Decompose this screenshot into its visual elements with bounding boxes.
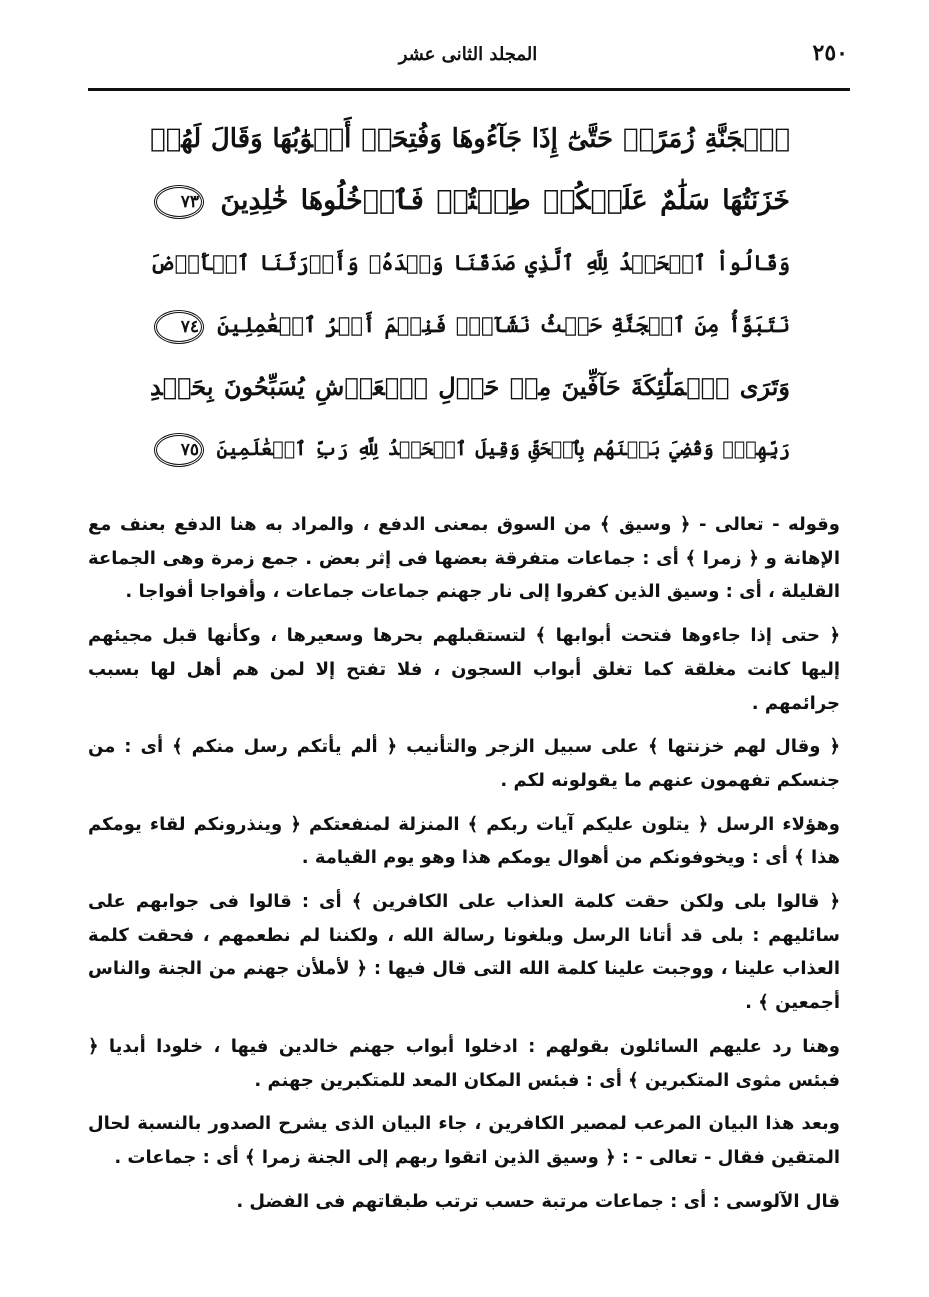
verse-text: خَزَنَتُهَا سَلَٰمٌ عَلَيۡكُمۡ طِبۡتُمۡ فَٱدۡخُلُوهَا خَٰلِدِينَ — [220, 185, 790, 216]
quran-verses — [150, 108, 790, 480]
ayah-number-marker: ٧٤ — [154, 310, 204, 344]
commentary-paragraph: وقوله - تعالى - ﴿ وسيق ﴾ من السوق بمعنى الدفع ، والمراد به هنا الدفع بعنف مع الإهانة و ﴿ زمرا ﴾ أى : جماعات متفرقة بعضها فى إثر بعض . جمع زمرة وهى الجماعة القليلة ، أى : وسيق الذين كفروا إلى نار جهنم جماعات جماعات ، وأفواجا أفواجا . — [88, 514, 840, 603]
verse-line — [150, 356, 790, 418]
page-header — [88, 40, 848, 80]
commentary-paragraph: ﴿ قالوا بلى ولكن حقت كلمة العذاب على الكافرين ﴾ أى : قالوا فى جوابهم على سائليهم : بلى قد أتانا الرسل وبلغونا رسالة الله ، ولكننا لم نطعمهم ، فحقت كلمة العذاب علينا ، ووجبت علينا كلمة الله التى قال فيها : ﴿ لأملأن جهنم من الجنة والناس أجمعين ﴾ . — [88, 891, 840, 1014]
verse-line — [150, 294, 790, 356]
volume-title: المجلد الثانى عشر — [398, 44, 538, 65]
header-divider — [88, 88, 850, 91]
verse-text: نَتَبَوَّأُ مِنَ ٱلۡجَنَّةِ حَيۡثُ نَشَآءُۖ فَنِعۡمَ أَجۡرُ ٱلۡعَٰمِلِينَ — [217, 312, 790, 337]
verse-text: ٱلۡجَنَّةِ زُمَرًاۖ حَتَّىٰٓ إِذَا جَآءُوهَا وَفُتِحَتۡ أَبۡوَٰبُهَا وَقَالَ لَهُمۡ — [150, 124, 790, 154]
commentary-paragraph: وهؤلاء الرسل ﴿ يتلون عليكم آيات ربكم ﴾ المنزلة لمنفعتكم ﴿ وينذرونكم لقاء يومكم هذا ﴾ أى : ويخوفونكم من أهوال يومكم هذا وهو يوم القيامة . — [88, 813, 840, 869]
tafsir-commentary — [88, 508, 840, 1228]
verse-text: وَتَرَى ٱلۡمَلَٰٓئِكَةَ حَآفِّينَ مِنۡ حَوۡلِ ٱلۡعَرۡشِ يُسَبِّحُونَ بِحَمۡدِ — [150, 372, 790, 401]
commentary-paragraph: ﴿ وقال لهم خزنتها ﴾ على سبيل الزجر والتأنيب ﴿ ألم يأتكم رسل منكم ﴾ أى : من جنسكم تفهمون عنهم ما يقولونه لكم . — [88, 736, 840, 791]
commentary-paragraph: قال الآلوسى : أى : جماعات مرتبة حسب ترتب طبقاتهم فى الفضل . — [236, 1190, 840, 1212]
verse-line — [150, 108, 790, 170]
commentary-paragraph: وهنا رد عليهم السائلون بقولهم : ادخلوا أبواب جهنم خالدين فيها ، خلودا أبديا ﴿ فبئس مثوى المتكبرين ﴾ أى : فبئس المكان المعد للمتكبرين جهنم . — [88, 1035, 840, 1091]
ayah-number-marker: ٧٥ — [154, 433, 204, 467]
verse-text: وَقَالُواْ ٱلۡحَمۡدُ لِلَّهِ ٱلَّذِي صَدَقَنَا وَعۡدَهُۥ وَأَوۡرَثَنَا ٱلۡأَرۡضَ — [150, 250, 790, 275]
commentary-paragraph: ﴿ حتى إذا جاءوها فتحت أبوابها ﴾ لتستقبلهم بحرها وسعيرها ، وكأنها قبل مجيئهم إليها كانت مغلقة كما تغلق أبواب السجون ، فلا تفتح إلا لمن هم أهل لها بسبب جرائمهم . — [88, 625, 840, 714]
verse-line — [150, 418, 790, 480]
verse-line — [150, 232, 790, 294]
page-number: ٢٥٠ — [812, 40, 848, 66]
ayah-number-marker: ٧٣ — [154, 185, 204, 219]
verse-text: رَبِّهِمۡۖ وَقُضِيَ بَيۡنَهُم بِٱلۡحَقِّ وَقِيلَ ٱلۡحَمۡدُ لِلَّهِ رَبِّ ٱلۡعَٰلَمِينَ — [216, 438, 790, 460]
verse-line — [150, 170, 790, 232]
commentary-paragraph: وبعد هذا البيان المرعب لمصير الكافرين ، جاء البيان الذى يشرح الصدور بالنسبة لحال المتقين فقال - تعالى - : ﴿ وسيق الذين اتقوا ربهم إلى الجنة زمرا ﴾ أى : جماعات . — [88, 1113, 840, 1168]
